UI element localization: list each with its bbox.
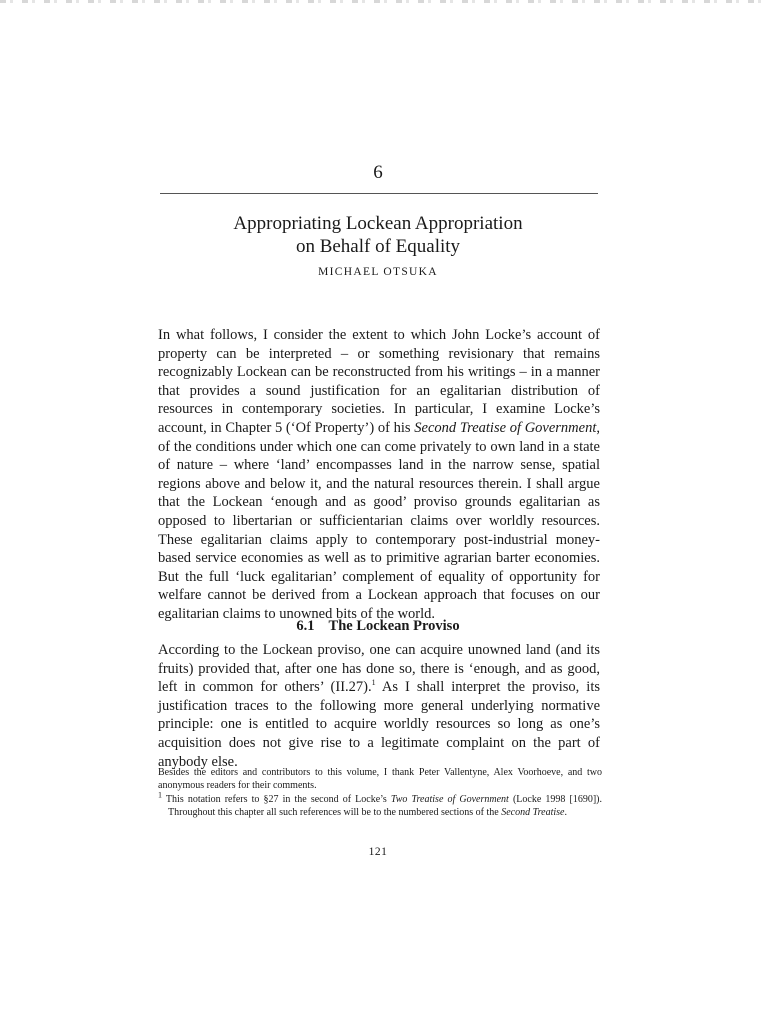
footnote-1-italic-title: Two Treatise of Government: [390, 793, 509, 805]
scan-edge: [0, 0, 768, 3]
footnote-1-italic-second-title: Second Treatise: [501, 807, 565, 819]
proviso-text-start: According to the Lockean proviso, one can acquire unowned land (and its fruits) provided that, after one has done so, there is ‘enough, and as good, left in common for others’ (II.27).: [158, 642, 600, 696]
footnotes: [158, 766, 602, 820]
intro-paragraph: [158, 326, 600, 624]
author-name: MICHAEL OTSUKA: [318, 266, 438, 278]
section-title: The Lockean Proviso: [328, 618, 460, 634]
section-heading: [160, 618, 596, 635]
intro-text-end: , of the conditions under which one can come privately to own land in a state of nature – where ‘land’ encompasses land in the narrow sense, spatial regions above and below it, and the natural resources therein. I shall argue that the Lockean ‘enough and as good’ proviso grounds egalitarian as opposed to libertarian or sufficientarian claims over worldly resources. These egalitarian claims apply to contemporary post-industrial money-based service economies as well as to primitive agrarian barter economies. But the full ‘luck egalitarian’ complement of equality of opportunity for welfare cannot be derived from a Lockean approach that focuses on our egalitarian claims to unowned bits of the world.: [158, 419, 600, 622]
footnote-1: [158, 790, 602, 820]
proviso-text-end: As I shall interpret the proviso, its justification traces to the following more general underlying normative principle: one is entitled to acquire worldly resources so long as one’s acquisition does not give rise to a legitimate complaint on the part of anybody else.: [158, 679, 600, 770]
footnote-reference: 1: [371, 678, 376, 688]
chapter-title: [160, 212, 596, 258]
page-number: 121: [368, 846, 388, 858]
footnote-1-marker: 1: [158, 790, 162, 800]
proviso-paragraph: [158, 641, 600, 771]
intro-text-start: In what follows, I consider the extent to which John Locke’s account of property can be interpreted – or something revisionary that remains recognizably Lockean can be reconstructed from his writings – in a manner that provides a sound justification for an egalitarian distribution of resources in contemporary societies. In particular, I examine Locke’s account, in Chapter 5 (‘Of Property’) of his: [158, 327, 600, 436]
footnote-1-text-end: .: [564, 807, 567, 819]
chapter-title-line-2: on Behalf of Equality: [295, 236, 461, 257]
chapter-title-line-1: Appropriating Lockean Appropriation: [233, 213, 523, 234]
section-number: 6.1: [296, 618, 315, 634]
footnote-1-text-middle: (Locke 1998 [1690]). Throughout this chapter all such references will be to the numbered sections of the: [168, 793, 602, 819]
book-title-italic: Second Treatise of Government: [414, 419, 597, 436]
chapter-rule: [160, 193, 598, 194]
acknowledgement-note: Besides the editors and contributors to this volume, I thank Peter Vallentyne, Alex Voorhoeve, and two anonymous readers for their comments.: [158, 767, 602, 792]
footnote-1-text-start: This notation refers to §27 in the second of Locke’s: [162, 793, 391, 805]
chapter-number: 6: [373, 162, 383, 183]
